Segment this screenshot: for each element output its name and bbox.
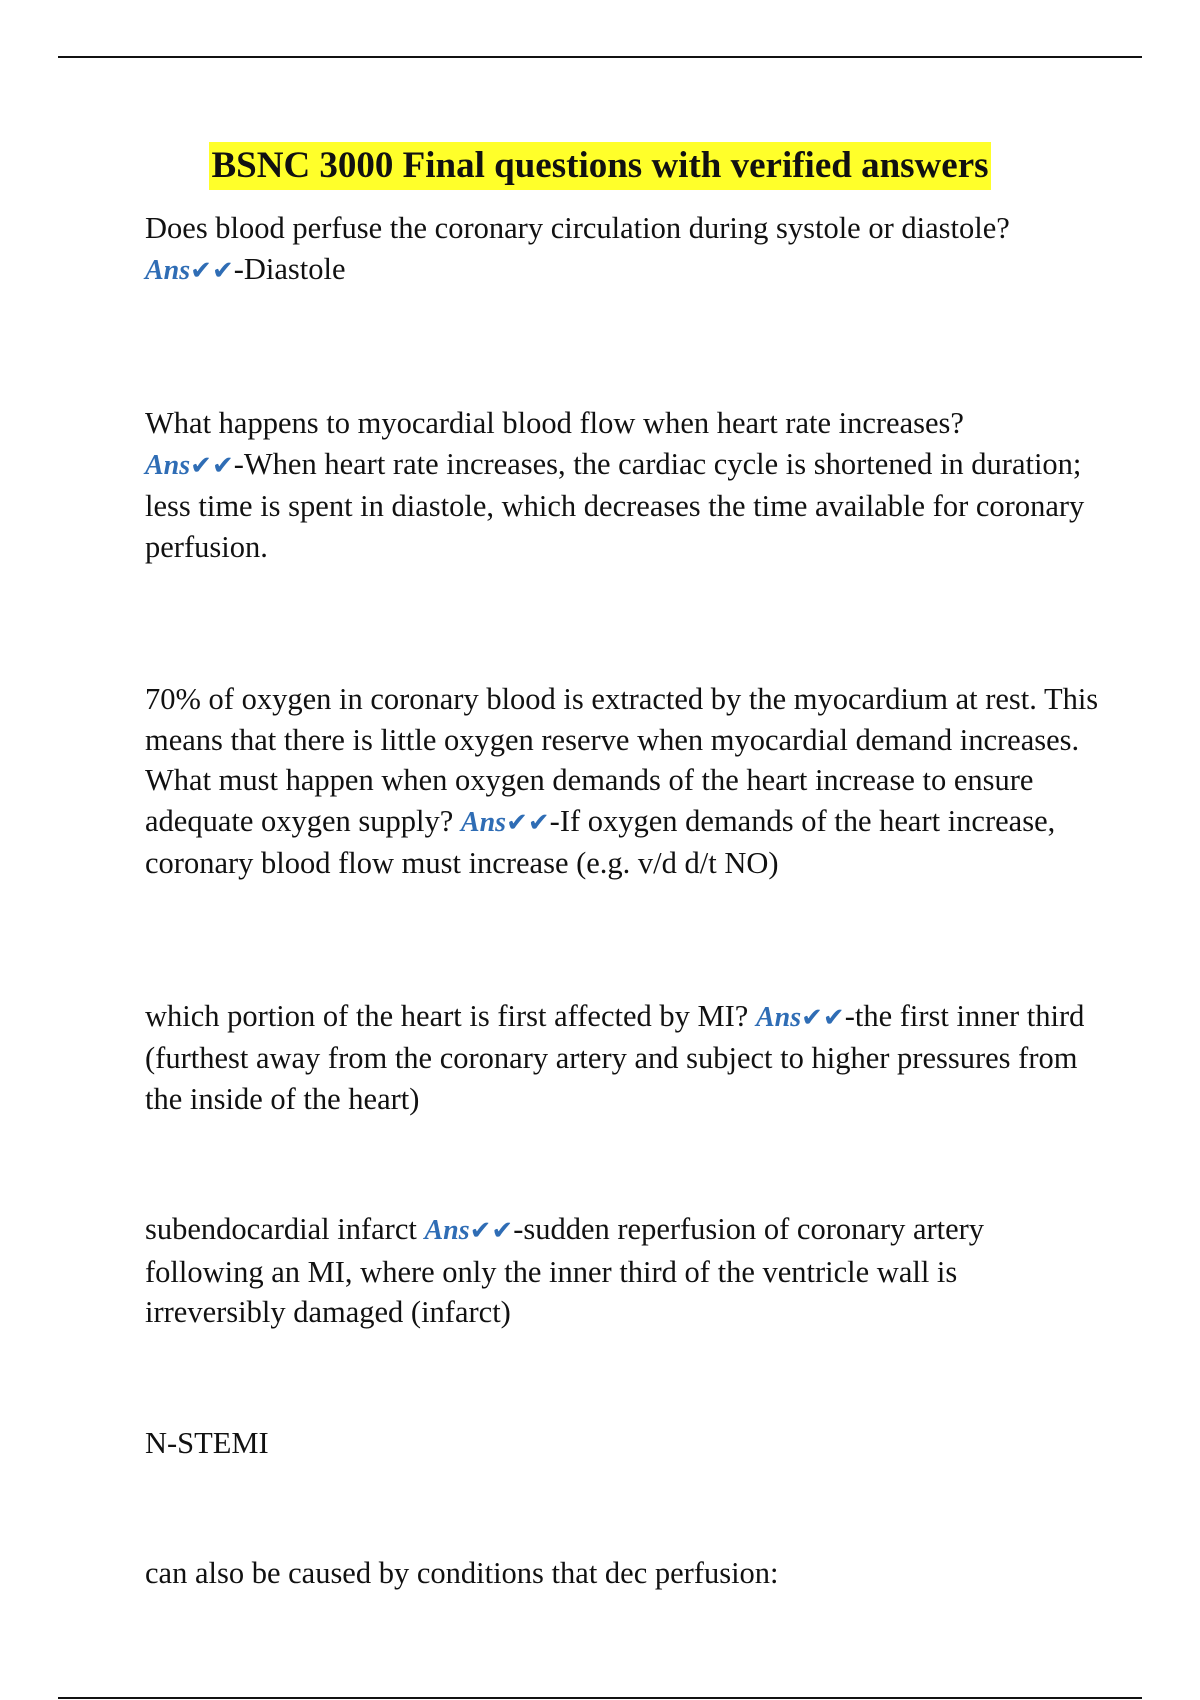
document-title: BSNC 3000 Final questions with verified answers: [209, 142, 990, 190]
answer-marker: Ans: [755, 1001, 802, 1033]
qa-item-2: [145, 403, 1105, 567]
check-icon: ✔✔: [469, 1216, 514, 1245]
check-icon: ✔✔: [801, 1002, 845, 1032]
check-icon: ✔✔: [506, 807, 550, 837]
question-text: 70% of oxygen in coronary blood is extracted by the myocardium at rest. This means that there is little oxygen reserve when myocardial demand increases. What must happen when oxygen demands of the heart increase to ensure adequate oxygen supply?: [145, 682, 1099, 838]
title-container: [0, 142, 1200, 190]
document-body: [145, 208, 1105, 1594]
footer-rule: [58, 1697, 1142, 1699]
answer-text: -sudden reperfusion of coronary artery following an MI, where only the inner third of the ventricle wall is irreversibly damaged (infarct): [145, 1212, 985, 1329]
spacer: [145, 291, 1105, 403]
question-text: which portion of the heart is first affected by MI?: [145, 998, 749, 1033]
spacer: [145, 884, 1105, 996]
qa-item-3: [145, 679, 1105, 884]
question-text: What happens to myocardial blood flow when heart rate increases?: [145, 406, 964, 440]
section-text: N-STEMI: [145, 1425, 269, 1460]
answer-marker: Ans: [145, 449, 191, 481]
answer-marker: Ans: [424, 1215, 470, 1246]
answer-text: -the first inner third (furthest away from the coronary artery and subject to higher pressures from the inside of the heart): [145, 998, 1085, 1116]
trailing-line-1: [145, 1423, 1105, 1464]
spacer: [145, 1119, 1105, 1209]
section-text: can also be caused by conditions that dec perfusion:: [145, 1556, 779, 1590]
answer-text: -If oxygen demands of the heart increase, coronary blood flow must increase (e.g. v/d d/t NO): [145, 803, 1056, 880]
spacer: [145, 1463, 1105, 1553]
answer-text: -When heart rate increases, the cardiac cycle is shortened in duration; less time is spent in diastole, which decreases the time available for coronary perfusion.: [145, 446, 1085, 564]
trailing-line-2: [145, 1553, 1105, 1594]
question-text: Does blood perfuse the coronary circulation during systole or diastole?: [145, 211, 1010, 245]
spacer: [145, 567, 1105, 679]
answer-marker: Ans: [145, 254, 191, 286]
qa-item-4: [145, 996, 1105, 1120]
qa-item-5: [145, 1209, 1105, 1333]
qa-item-1: [145, 208, 1105, 291]
spacer: [145, 1333, 1105, 1423]
header-rule: [58, 56, 1142, 58]
question-text: subendocardial infarct: [145, 1212, 417, 1246]
answer-text: -Diastole: [233, 251, 346, 286]
check-icon: ✔✔: [190, 450, 234, 480]
check-icon: ✔✔: [190, 255, 234, 285]
answer-marker: Ans: [460, 806, 507, 838]
